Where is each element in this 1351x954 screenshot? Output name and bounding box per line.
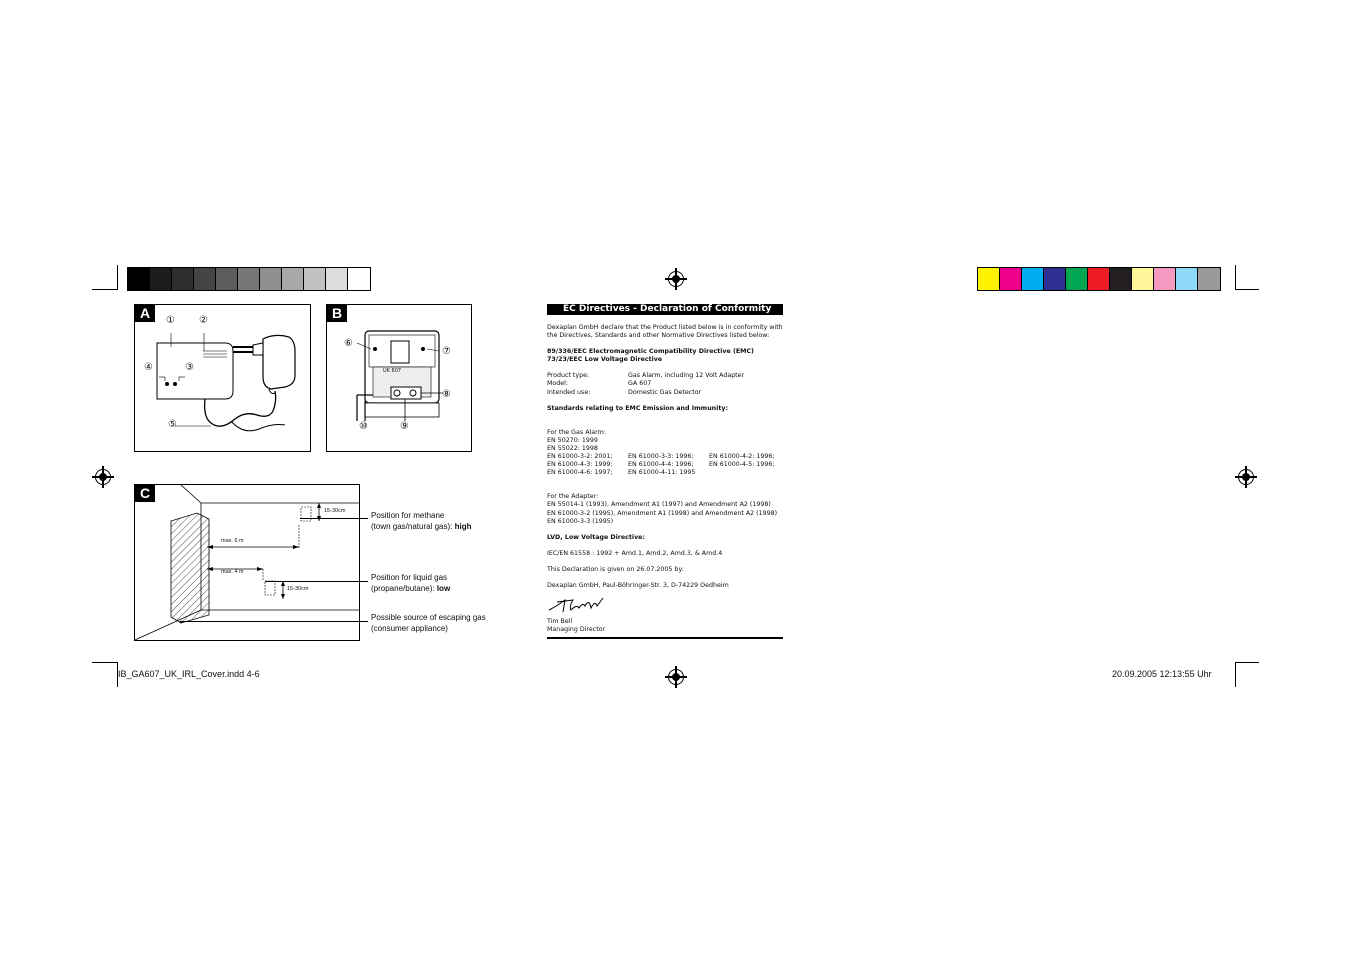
grayscale-color-bar — [127, 267, 371, 291]
process-swatch — [1132, 268, 1154, 290]
process-swatch — [1154, 268, 1176, 290]
gas-alarm-heading: For the Gas Alarm: — [547, 428, 606, 436]
lvd-heading: LVD, Low Voltage Directive: — [547, 533, 645, 541]
distance-low-label: max. 4 m — [221, 569, 244, 575]
adapter-standard-1: EN 55014-1 (1993), Amendment A1 (1997) and Amendment A2 (1998) — [547, 501, 771, 509]
gray-swatch — [304, 268, 326, 290]
standards-grid-row: EN 61000-3-2: 2001; EN 61000-3-3: 1996; EN 61000-4-2: 1996; — [547, 453, 775, 461]
process-swatch — [1066, 268, 1088, 290]
gas-alarm-standard-1: EN 50270: 1999 — [547, 436, 598, 444]
declaration-intro: Dexaplan GmbH declare that the Product listed below is in conformity with the Directives, Standards and other Normative Directives listed below: — [547, 324, 783, 340]
crop-mark-tl-v — [117, 265, 118, 290]
leader-line-source — [180, 621, 368, 622]
callout-5: ⑤ — [168, 419, 177, 430]
registration-mark-right-icon — [1238, 469, 1254, 485]
directive-lvd: 73/23/EEC Low Voltage Directive — [547, 356, 663, 364]
registration-mark-bottom-icon — [668, 669, 684, 685]
gray-swatch — [348, 268, 370, 290]
figure-c-panel — [134, 484, 360, 641]
process-swatch — [978, 268, 1000, 290]
process-swatch — [1022, 268, 1044, 290]
crop-mark-br-v — [1235, 662, 1236, 687]
lvd-value: IEC/EN 61558 : 1992 + Amd.1, Amd.2, Amd.3, & Amd.4 — [547, 549, 723, 557]
crop-mark-br-h — [1235, 662, 1259, 663]
company-address: Dexaplan GmbH, Paul-Böhringer-Str. 3, D-74229 Oedheim — [547, 581, 729, 589]
crop-mark-tr-v — [1235, 265, 1236, 290]
methane-label-line1: Position for methane — [371, 511, 445, 520]
callout-8: ⑧ — [442, 389, 451, 400]
figure-b-letter: B — [327, 305, 347, 322]
range-high-label: 15-30cm — [324, 508, 346, 514]
process-swatch — [1088, 268, 1110, 290]
distance-high-label: max. 6 m — [221, 538, 244, 544]
gray-swatch — [326, 268, 348, 290]
registration-mark-left-icon — [95, 469, 111, 485]
figure-a-letter: A — [135, 305, 155, 322]
process-swatch — [1044, 268, 1066, 290]
callout-7: ⑦ — [442, 346, 451, 357]
model-row: Model: GA 607 — [547, 380, 652, 388]
crop-mark-tl-h — [92, 289, 118, 290]
leader-line-high — [300, 518, 368, 519]
callout-10: ⑩ — [359, 421, 368, 432]
callout-2: ② — [199, 315, 208, 326]
gray-swatch — [260, 268, 282, 290]
directive-emc: 89/336/EEC Electromagnetic Compatibility Directive (EMC) — [547, 348, 754, 356]
liquid-gas-label-line1: Position for liquid gas — [371, 573, 448, 582]
signature-icon — [547, 594, 607, 616]
adapter-standard-2: EN 61000-3-2 (1995), Amendment A1 (1998) and Amendment A2 (1998) — [547, 509, 778, 517]
leader-line-low — [265, 581, 368, 582]
range-low-label: 15-30cm — [287, 586, 309, 592]
callout-1: ① — [166, 315, 175, 326]
gas-alarm-standard-2: EN 55022: 1998 — [547, 444, 598, 452]
signer-title: Managing Director — [547, 626, 606, 634]
adapter-standard-3: EN 61000-3-3 (1995) — [547, 517, 614, 525]
footer-timestamp: 20.09.2005 12:13:55 Uhr — [1112, 669, 1212, 679]
gray-swatch — [282, 268, 304, 290]
gas-source-label — [371, 612, 486, 634]
crop-mark-bl-h — [92, 662, 118, 663]
footer-file-name: IB_GA607_UK_IRL_Cover.indd 4-6 — [118, 669, 260, 679]
gray-swatch — [238, 268, 260, 290]
intended-use-row: Intended use: Domestic Gas Detector — [547, 388, 702, 396]
gas-alarm-adapter-drawing — [135, 305, 310, 451]
process-swatch — [1198, 268, 1220, 290]
process-swatch — [1110, 268, 1132, 290]
adapter-heading: For the Adapter: — [547, 493, 599, 501]
process-swatch — [1176, 268, 1198, 290]
standards-grid-row: EN 61000-4-6: 1997; EN 61000-4-11: 1995 — [547, 469, 696, 477]
gas-alarm-back-drawing — [327, 305, 471, 451]
gray-swatch — [172, 268, 194, 290]
methane-position-label — [371, 510, 472, 532]
declaration-bottom-rule — [547, 637, 783, 639]
declaration-of-conformity — [547, 304, 783, 634]
signer-name: Tim Bell — [547, 618, 573, 626]
process-color-bar — [977, 267, 1221, 291]
callout-4: ④ — [144, 362, 153, 373]
callout-9: ⑨ — [400, 421, 409, 432]
callout-3: ③ — [185, 362, 194, 373]
figure-c-letter: C — [135, 485, 155, 502]
standards-heading: Standards relating to EMC Emission and Immunity: — [547, 404, 728, 412]
standards-grid-row: EN 61000-4-3: 1999; EN 61000-4-4: 1996; EN 61000-4-5: 1996; — [547, 461, 775, 469]
declaration-heading: EC Directives - Declaration of Conformity — [547, 304, 783, 315]
liquid-gas-label-line2: (propane/butane): low — [371, 584, 451, 593]
gray-swatch — [150, 268, 172, 290]
declaration-date: This Declaration is given on 26.07.2005 by: — [547, 565, 684, 573]
product-type-row: Product type: Gas Alarm, including 12 Volt Adapter — [547, 372, 745, 380]
device-model-text: UK 607 — [383, 368, 402, 374]
registration-mark-top-icon — [668, 271, 684, 287]
figure-a-panel — [134, 304, 311, 452]
callout-6: ⑥ — [344, 338, 353, 349]
gray-swatch — [216, 268, 238, 290]
liquid-gas-position-label — [371, 572, 450, 594]
gas-source-label-line1: Possible source of escaping gas — [371, 613, 486, 622]
gas-source-label-line2: (consumer appliance) — [371, 624, 448, 633]
methane-label-line2: (town gas/natural gas): high — [371, 522, 472, 531]
figure-b-panel — [326, 304, 472, 452]
crop-mark-tr-h — [1235, 289, 1259, 290]
gray-swatch — [194, 268, 216, 290]
gray-swatch — [128, 268, 150, 290]
process-swatch — [1000, 268, 1022, 290]
